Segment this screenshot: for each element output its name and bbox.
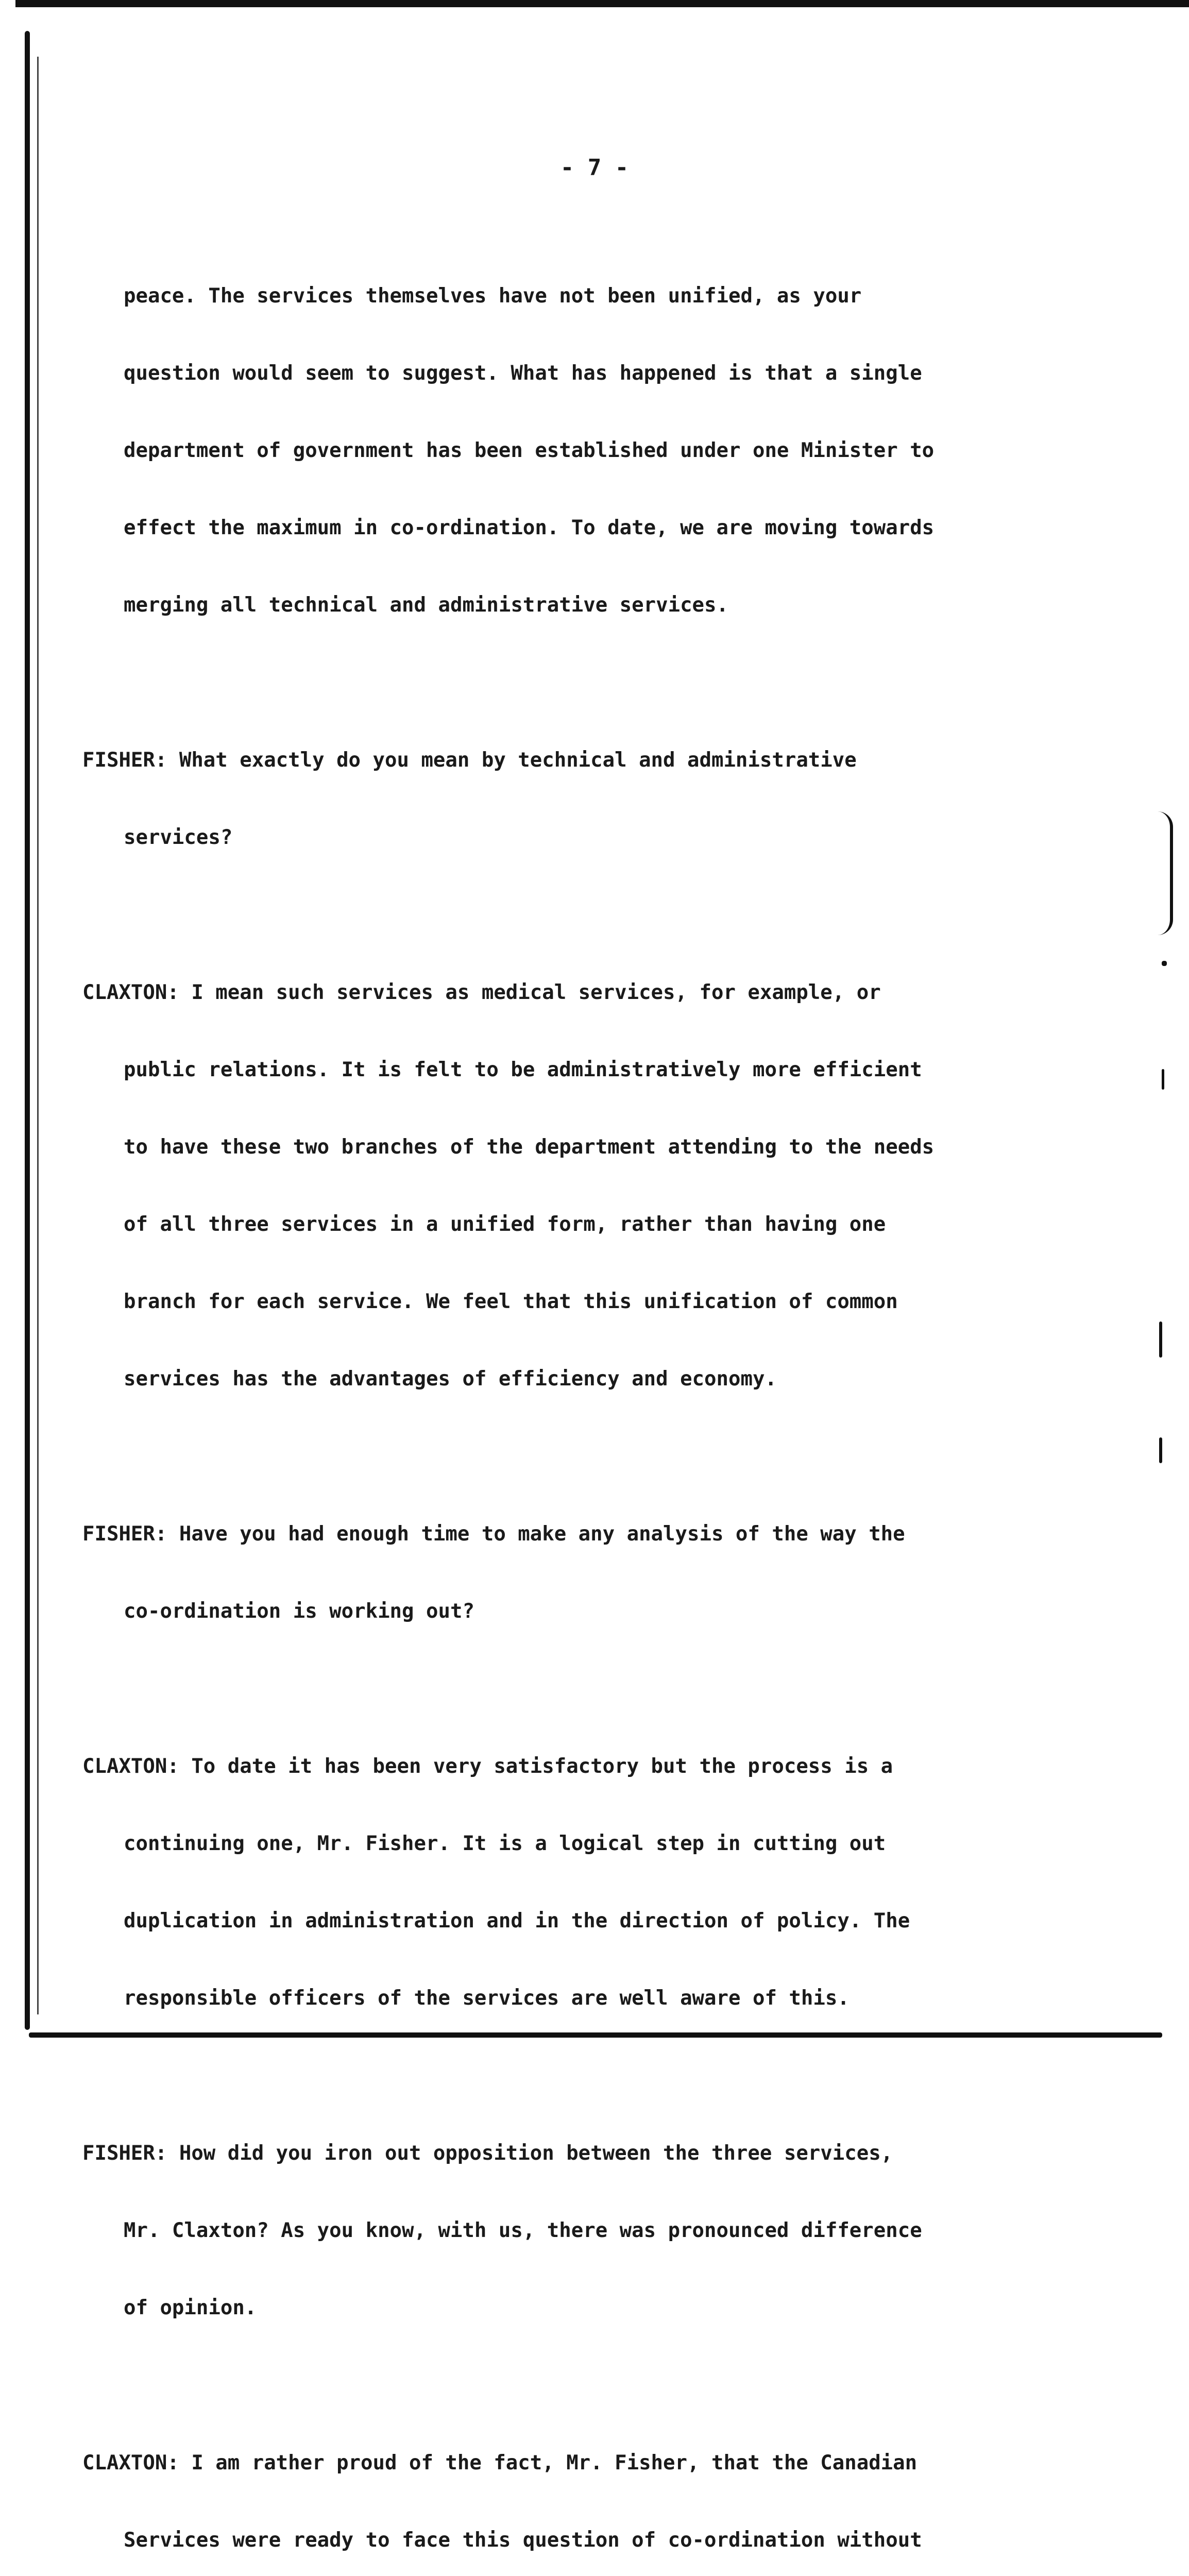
text-line: Services were ready to face this question of co-ordination without — [124, 2529, 922, 2552]
text-line: FISHER: What exactly do you mean by technical and administrative — [82, 749, 857, 772]
text-line: services? — [124, 826, 233, 849]
margin-tick — [1159, 1321, 1162, 1358]
text-line: CLAXTON: To date it has been very satisfactory but the process is a — [82, 1755, 893, 1778]
text-line: of opinion. — [124, 2296, 257, 2319]
text-line: public relations. It is felt to be administratively more efficient — [124, 1058, 922, 1081]
dialogue-paragraph — [82, 2399, 1046, 2576]
margin-bracket — [1157, 811, 1173, 935]
text-line: to have these two branches of the department attending to the needs — [124, 1136, 935, 1159]
text-line: effect the maximum in co-ordination. To date, we are moving towards — [124, 516, 935, 539]
dialogue-paragraph — [82, 1702, 1046, 2063]
text-line: CLAXTON: I mean such services as medical services, for example, or — [82, 981, 881, 1004]
text-line: of all three services in a unified form, rather than having one — [124, 1213, 886, 1236]
text-line: Mr. Claxton? As you know, with us, there was pronounced difference — [124, 2219, 922, 2242]
text-line: CLAXTON: I am rather proud of the fact, Mr. Fisher, that the Canadian — [82, 2451, 918, 2475]
margin-dot — [1162, 961, 1167, 966]
dialogue-paragraph — [82, 696, 1046, 902]
transcript-body — [82, 232, 1046, 2576]
text-line: department of government has been established under one Minister to — [124, 439, 935, 462]
page-border-left — [25, 31, 30, 2030]
text-line: branch for each service. We feel that this unification of common — [124, 1290, 898, 1313]
text-line: peace. The services themselves have not been unified, as your — [124, 284, 862, 308]
paragraph — [82, 232, 1046, 670]
dialogue-paragraph — [82, 928, 1046, 1444]
page-border-left-inner — [37, 57, 39, 2014]
text-line: co-ordination is working out? — [124, 1600, 474, 1623]
page-number: - 7 - — [560, 155, 629, 181]
margin-tick — [1162, 1069, 1164, 1090]
text-line: FISHER: Have you had enough time to make any analysis of the way the — [82, 1522, 905, 1546]
text-line: question would seem to suggest. What has happened is that a single — [124, 362, 922, 385]
dialogue-paragraph — [82, 2089, 1046, 2372]
margin-tick — [1159, 1437, 1162, 1463]
page-border-top — [15, 0, 1189, 7]
dialogue-paragraph — [82, 1470, 1046, 1676]
text-line: FISHER: How did you iron out opposition between the three services, — [82, 2142, 893, 2165]
text-line: continuing one, Mr. Fisher. It is a logical step in cutting out — [124, 1832, 886, 1855]
text-line: merging all technical and administrative services. — [124, 594, 728, 617]
text-line: responsible officers of the services are well aware of this. — [124, 1987, 850, 2010]
text-line: duplication in administration and in the direction of policy. The — [124, 1909, 910, 1933]
text-line: services has the advantages of efficiency and economy. — [124, 1367, 777, 1391]
